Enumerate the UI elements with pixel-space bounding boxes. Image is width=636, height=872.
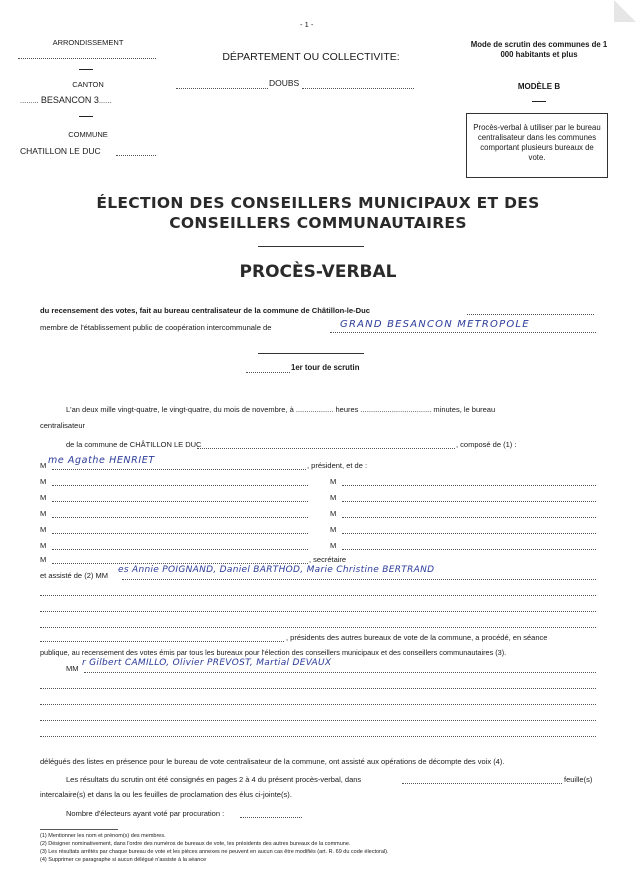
dotted-line (40, 704, 596, 705)
mm-handwritten: r Gilbert CAMILLO, Olivier PREVOST, Martial DEVAUX (82, 658, 332, 668)
intercalaire-text: intercalaire(s) et dans la ou les feuilles de proclamation des élus ci-jointe(s). (40, 790, 292, 799)
date-line: L'an deux mille vingt-quatre, le vingt-quatre, du mois de novembre, à .................. heures .................................. minutes, le bureau (66, 405, 496, 414)
epci-text: membre de l'établissement public de coopération intercommunale de (40, 323, 272, 332)
secretaire-dots (52, 563, 308, 564)
assiste-dots (122, 579, 596, 580)
tour-label: 1er tour de scrutin (291, 363, 360, 372)
member-label: M (330, 541, 337, 550)
electeurs-dots (240, 817, 302, 818)
footnote-separator (40, 829, 118, 830)
resultats-dots (402, 783, 562, 784)
member-dots (52, 485, 308, 486)
canton-label: CANTON (72, 80, 104, 89)
usage-info-text: Procès-verbal à utiliser par le bureau centralisateur dans les communes comportant plusieurs bureaux de vote. (473, 123, 601, 162)
commune-line: de la commune de CHÂTILLON LE DUC (66, 440, 202, 449)
member-dots (52, 517, 308, 518)
departement-value: DOUBS (269, 78, 300, 88)
commune-line-dots (197, 448, 455, 449)
tour-dots (246, 372, 290, 373)
dotted-line (40, 736, 596, 737)
dotted-line (40, 627, 596, 628)
resultats-text: Les résultats du scrutin ont été consignés en pages 2 à 4 du présent procès-verbal, dans (66, 775, 362, 784)
title-line-2: CONSEILLERS COMMUNAUTAIRES (169, 214, 467, 232)
presidents-dots (40, 641, 284, 642)
publique-text: publique, au recensement des votes émis par tous les bureaux pour l'élection des conseillers municipaux et des conseillers communautaires (3). (40, 648, 507, 657)
dotted-line (40, 595, 596, 596)
departement-label: DÉPARTEMENT OU COLLECTIVITE: (222, 51, 400, 63)
member-label: M (40, 525, 47, 534)
president-prefix: M (40, 461, 47, 470)
mm-dots (84, 672, 596, 673)
footnote-2: (2) Désigner nominativement, dans l'ordre des numéros de bureaux de vote, les présidents des autres bureaux de la commune. (40, 841, 351, 847)
feuilles-text: feuille(s) (564, 775, 593, 784)
member-dots (342, 517, 596, 518)
mm-prefix: MM (66, 664, 79, 673)
proces-verbal-title: PROCÈS-VERBAL (239, 262, 397, 282)
member-label: M (40, 477, 47, 486)
arrondissement-label: ARRONDISSEMENT (52, 38, 124, 47)
recensement-dots (467, 314, 594, 315)
presidents-text: , présidents des autres bureaux de vote de la commune, a procédé, en séance (286, 633, 548, 642)
epci-dots (330, 332, 596, 333)
commune-dots (116, 155, 156, 156)
modele-label: MODÈLE B (517, 82, 561, 91)
footnote-4: (4) Supprimer ce paragraphe si aucun délégué n'assiste à la séance (40, 857, 207, 863)
arrondissement-dots (18, 58, 156, 59)
electeurs-text: Nombre d'électeurs ayant voté par procuration : (66, 809, 225, 818)
member-dots (342, 501, 596, 502)
member-label: M (330, 477, 337, 486)
member-label: M (330, 509, 337, 518)
compose-text: , composé de (1) : (456, 440, 517, 449)
assiste-handwritten: es Annie POIGNAND, Daniel BARTHOD, Marie Christine BERTRAND (118, 565, 435, 575)
canton-rule (79, 116, 93, 117)
mode-scrutin-title: Mode de scrutin des communes de 1 000 habitants et plus (470, 40, 608, 59)
member-label: M (330, 493, 337, 502)
member-dots (52, 533, 308, 534)
canton-value: BESANCON 3 (40, 95, 99, 105)
member-label: M (40, 493, 47, 502)
modele-rule (532, 101, 546, 102)
commune-value: CHATILLON LE DUC (20, 146, 101, 156)
canton-value-line: ......... BESANCON 3...... (20, 95, 112, 105)
usage-info-box (466, 113, 608, 178)
centralisateur-text: centralisateur (40, 421, 86, 430)
delegues-text: délégués des listes en présence pour le bureau de vote centralisateur de la commune, ont assisté aux opérations de décompte des voix (4). (40, 757, 505, 766)
member-label: M (40, 541, 47, 550)
member-dots (342, 533, 596, 534)
page-corner-fold (614, 0, 636, 22)
secretaire-label: M (40, 555, 47, 564)
president-suffix: , président, et de : (307, 461, 368, 470)
secretaire-text: , secrétaire (309, 555, 347, 564)
recensement-text: du recensement des votes, fait au bureau centralisateur de la commune de Châtillon-le-Duc (40, 306, 370, 315)
member-dots (52, 549, 308, 550)
assiste-prefix: et assisté de (2) MM (40, 571, 108, 580)
departement-dots-right (302, 88, 414, 89)
president-handwritten: me Agathe HENRIET (48, 455, 155, 466)
member-dots (342, 485, 596, 486)
arrondissement-rule (79, 69, 93, 70)
member-dots (342, 549, 596, 550)
footnote-3: (3) Les résultats arrêtés par chaque bureau de vote et les pièces annexes ne peuvent en aucun cas être modifiés (art. R. 69 du code électoral). (40, 849, 389, 855)
epci-handwritten-value: GRAND BESANCON METROPOLE (340, 319, 530, 330)
commune-label: COMMUNE (68, 130, 108, 139)
departement-dots-left (176, 88, 268, 89)
title-separator (258, 246, 364, 247)
dotted-line (40, 720, 596, 721)
president-dots (52, 469, 306, 470)
member-dots (52, 501, 308, 502)
dotted-line (40, 688, 596, 689)
page-number: - 1 - (300, 20, 314, 29)
title-line-1: ÉLECTION DES CONSEILLERS MUNICIPAUX ET DES (96, 194, 540, 212)
member-label: M (40, 509, 47, 518)
tour-separator (258, 353, 364, 354)
dotted-line (40, 611, 596, 612)
member-label: M (330, 525, 337, 534)
footnote-1: (1) Mentionner les nom et prénom(s) des membres. (40, 833, 166, 839)
